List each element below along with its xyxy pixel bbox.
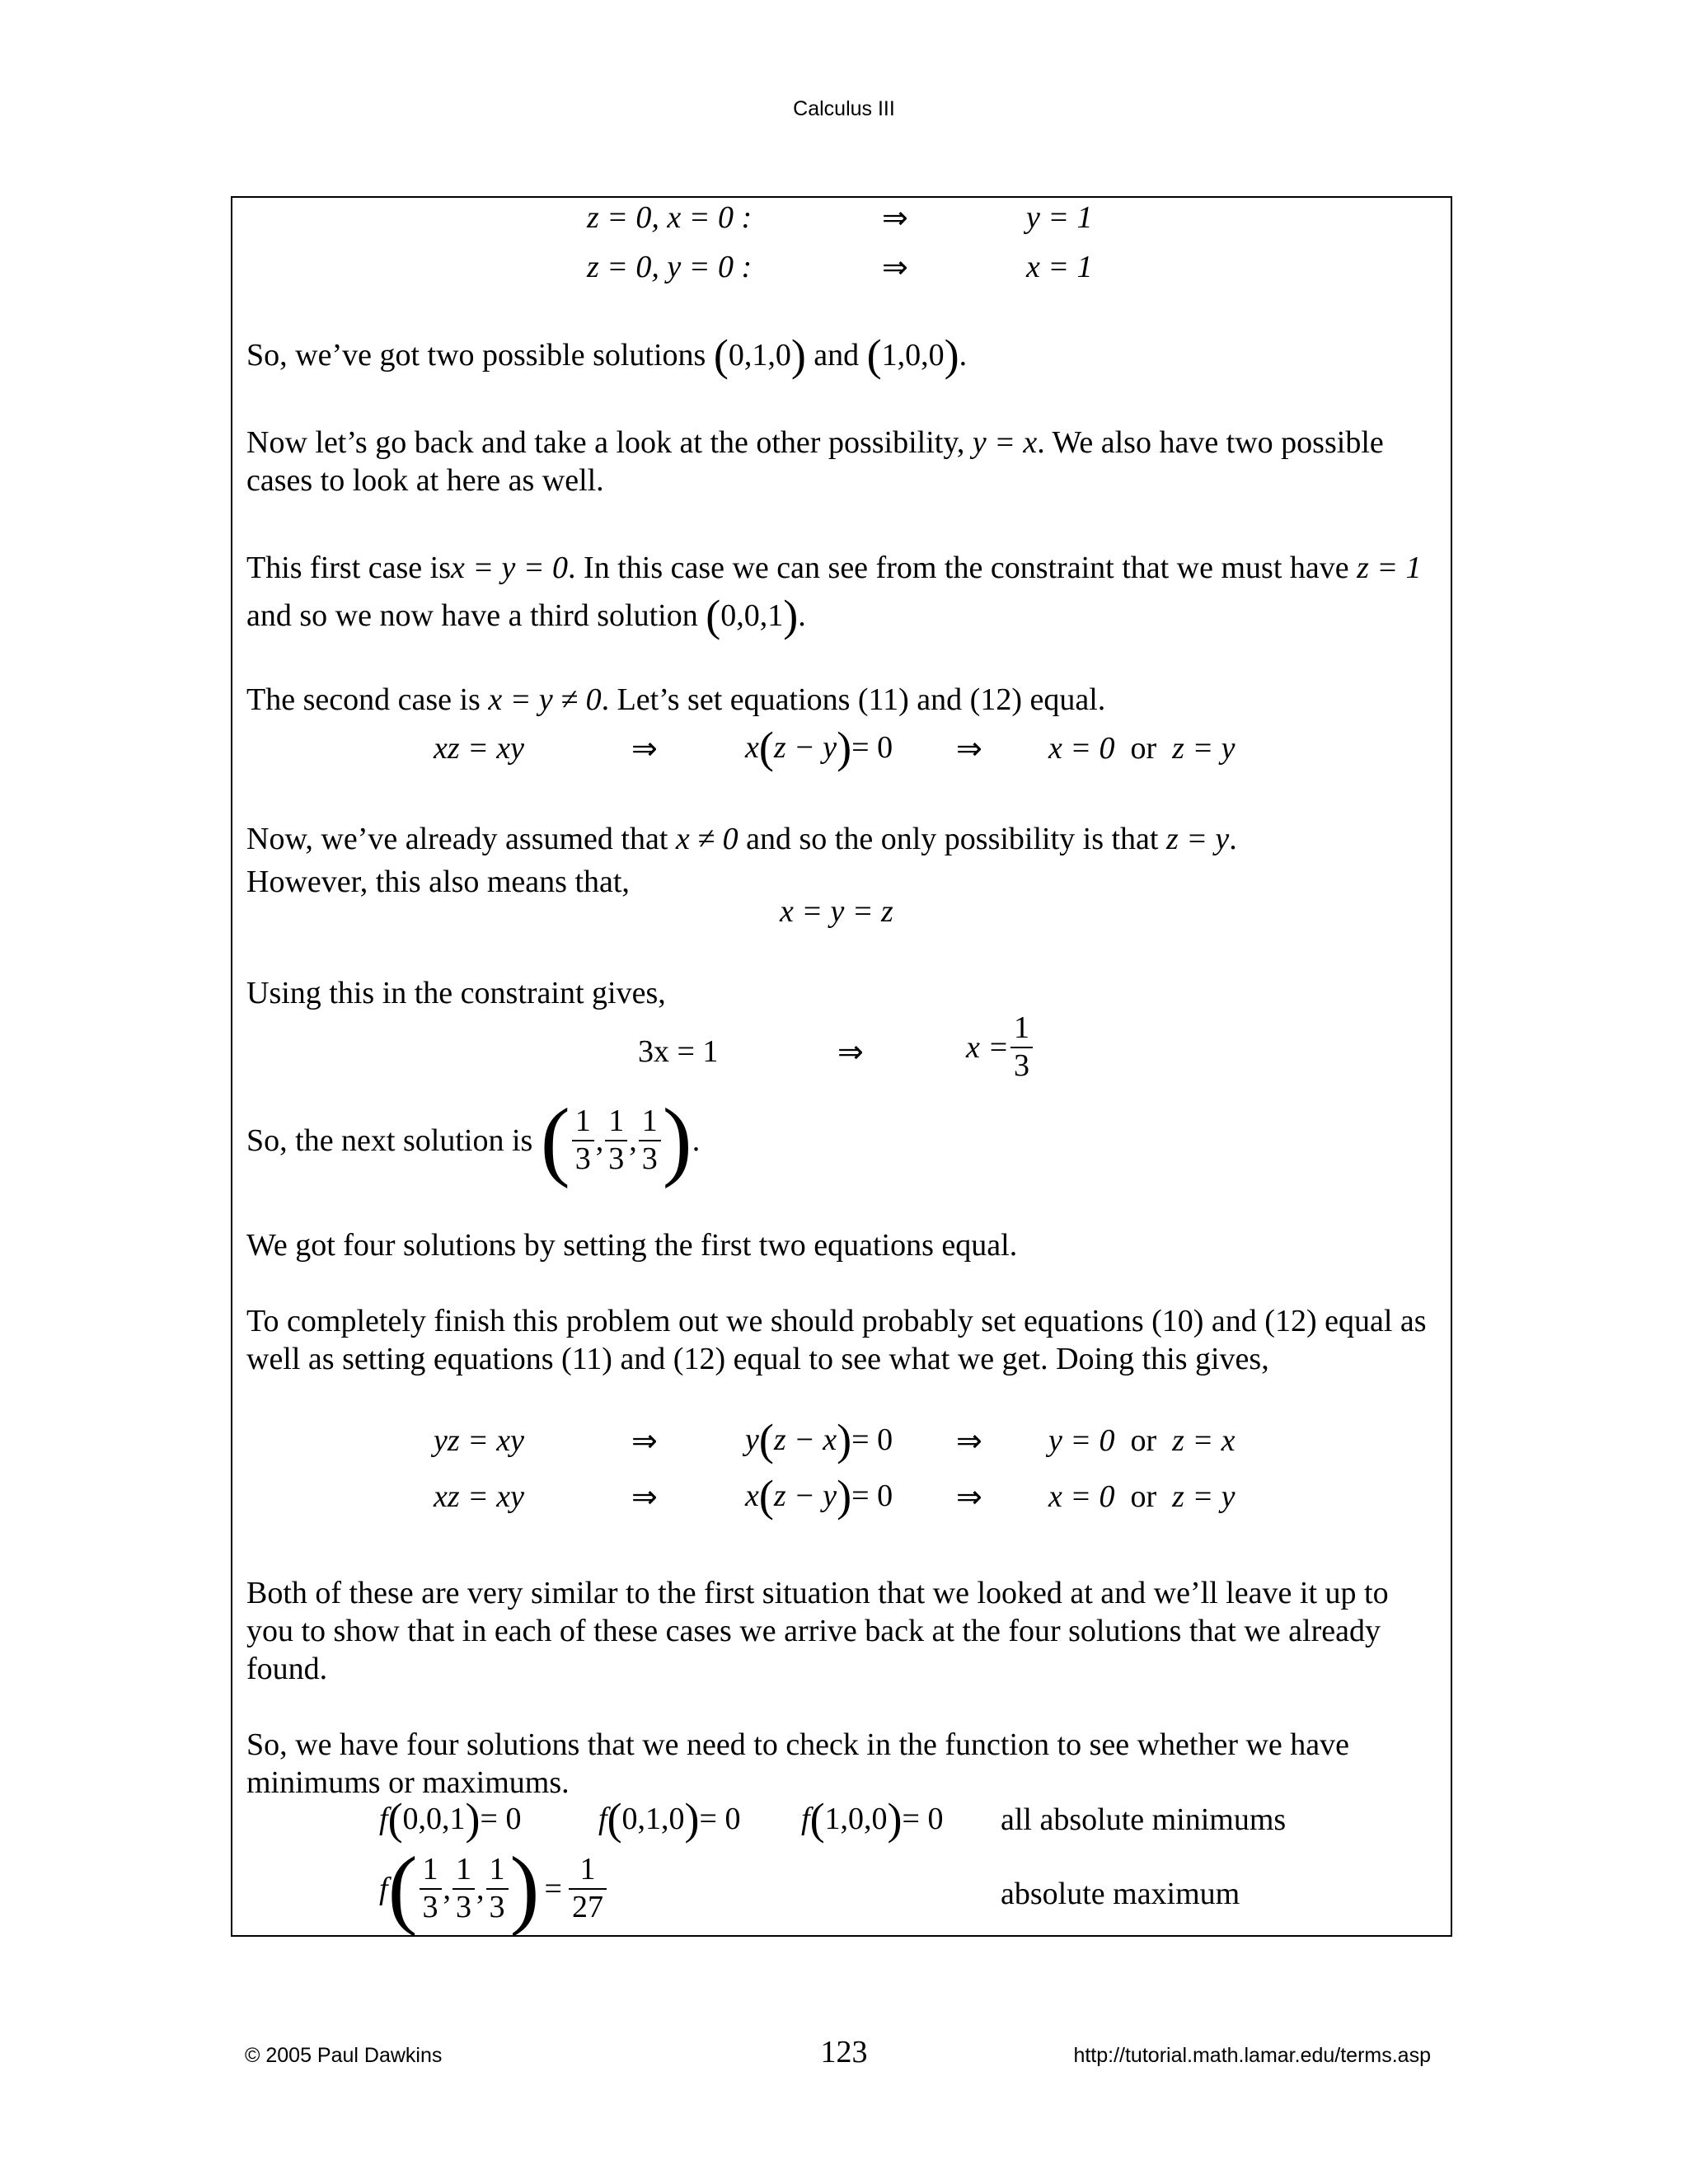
eq1-arrow1: ⇒ [631,732,658,766]
eq3-result: x = 0 or z = y [1048,1479,1236,1514]
eq1-result: x = 0 or z = y [1048,731,1236,766]
case-arrow-2: ⇒ [882,251,908,285]
eq3-arrow1: ⇒ [631,1480,658,1515]
eq1-left: xz = xy [434,731,525,766]
eq2-left: yz = xy [434,1423,525,1458]
case-cond-1: z = 0, x = 0 : [587,200,753,235]
paragraph-four-solutions: We got four solutions by setting the first two equations equal. [246,1228,1018,1263]
eq-3x-arrow: ⇒ [837,1035,864,1070]
eq1-arrow2: ⇒ [956,732,982,766]
footer-url: http://tutorial.math.lamar.edu/terms.asp [1073,2044,1431,2067]
paragraph-second-case: The second case is x = y ≠ 0. Let’s set equations (11) and (12) equal. [246,682,1106,717]
case-result-2: x = 1 [1026,250,1093,284]
eq2-arrow1: ⇒ [631,1424,658,1459]
paragraph-other-possibility: Now let’s go back and take a look at the other possibility, y = x. We also have two possible cases to look at here as well. [246,425,1384,498]
paragraph-using-constraint: Using this in the constraint gives, [246,976,666,1010]
eq2-middle: y(z − x)= 0 [745,1415,893,1465]
footer-copyright: © 2005 Paul Dawkins [245,2044,443,2067]
eq2-result: y = 0 or z = x [1048,1423,1236,1458]
eq-3x-left: 3x = 1 [638,1034,719,1069]
eq3-left: xz = xy [434,1479,525,1514]
fvalue-4: f ( $\frac{1}{3}$ , $\frac{1}{3}$ , $\frac{1}{3}$ ) = $\frac{1}{27}$ [379,1844,608,1933]
fvalue-3: f(1,0,0)= 0 [801,1794,944,1844]
eq3-middle: x(z − y)= 0 [745,1471,893,1521]
paragraph-completely-finish: To completely finish this problem out we should probably set equations (10) and (12) equal as well as setting equations (11) and (12) equal to see what we get. Doing this gives, [246,1304,1427,1376]
eq3-arrow2: ⇒ [956,1480,982,1515]
fvalue-1: f(0,0,1)= 0 [379,1794,522,1844]
eq1-middle: x(z − y)= 0 [745,723,893,772]
paragraph-both-similar: Both of these are very similar to the first situation that we looked at and we’ll leave it up to you to show that in each of these cases we arrive back at the four solutions that we already found. [246,1576,1389,1686]
paragraph-assumed: Now, we’ve already assumed that x ≠ 0 and so the only possibility is that z = y. However, this also means that, [246,822,1237,899]
footer-page-number: 123 [820,2035,868,2069]
case-arrow-1: ⇒ [882,201,908,236]
paragraph-check-function: So, we have four solutions that we need to check in the function to see whether we have minimums or maximums. [246,1727,1350,1800]
eq2-arrow2: ⇒ [956,1424,982,1459]
paragraph-two-solutions: So, we’ve got two possible solutions (0,1,0) and (1,0,0). [246,330,968,380]
page-header: Calculus III [793,97,895,120]
eq-3x-result: x = $\frac{1}{3}$ [966,1012,1034,1083]
paragraph-first-case: This first case isx = y = 0. In this case we can see from the constraint that we must have z = 1 and so we now have a third solution (0,0,1). [246,551,1422,640]
case-result-1: y = 1 [1026,200,1093,235]
case-cond-2: z = 0, y = 0 : [587,250,753,284]
eq-x-y-z: x = y = z [780,894,893,929]
label-absolute-maximum: absolute maximum [1001,1877,1240,1911]
fvalue-2: f(0,1,0)= 0 [598,1794,741,1844]
paragraph-next-solution: So, the next solution is ( $\frac{1}{3}$ , $\frac{1}{3}$ , $\frac{1}{3}$ ) . [246,1091,701,1189]
label-absolute-minimums: all absolute minimums [1001,1802,1287,1837]
